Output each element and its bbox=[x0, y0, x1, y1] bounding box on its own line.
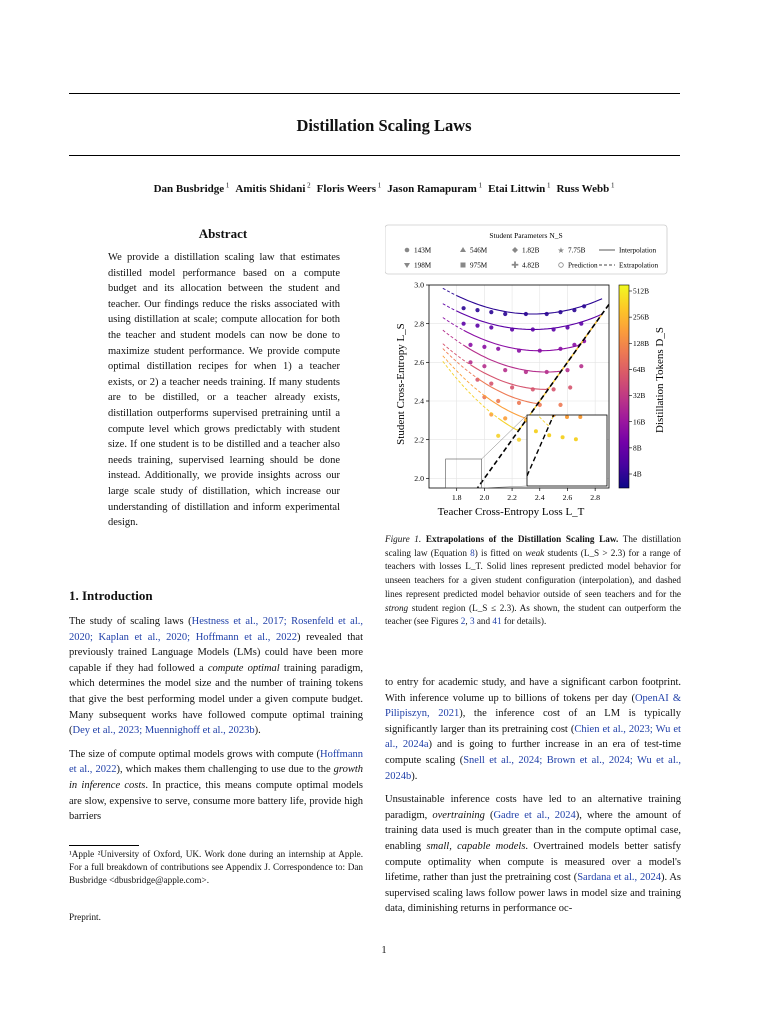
inset-data-point bbox=[525, 389, 529, 393]
data-point bbox=[510, 385, 514, 389]
inset-background bbox=[527, 415, 607, 486]
inset-data-point bbox=[574, 397, 578, 401]
preprint-label: Preprint. bbox=[69, 912, 101, 922]
author-affiliation-mark: 1 bbox=[376, 181, 382, 189]
citation-link[interactable]: 3 bbox=[469, 616, 475, 627]
data-point bbox=[503, 312, 507, 316]
data-point bbox=[524, 370, 528, 374]
data-point bbox=[565, 368, 569, 372]
data-point bbox=[510, 327, 514, 331]
text-run: ) revealed that previously trained Language Models (LMs) could have been more capable if they had followed a bbox=[69, 631, 364, 674]
intro-paragraph-2 bbox=[69, 747, 363, 825]
text-run: ) and is going to further increase in an era of test-time compute scaling ( bbox=[385, 739, 681, 766]
data-point bbox=[468, 360, 472, 364]
affiliation-footnote: ¹Apple ²University of Oxford, UK. Work done during an internship at Apple. For a full breakdown of contributions see Appendix J. Correspondence to: Dan Busbridge <dbusbridge@apple.com>. bbox=[69, 849, 363, 885]
data-point bbox=[538, 349, 542, 353]
data-point bbox=[568, 385, 572, 389]
inset-data-point bbox=[534, 429, 538, 433]
citation-link[interactable]: OpenAI & Pilipiszyn, 2021 bbox=[385, 692, 681, 720]
colorbar-tick-label: 16B bbox=[633, 417, 646, 427]
text-run: for details). bbox=[501, 616, 547, 627]
citation-link[interactable]: 2 bbox=[460, 616, 466, 627]
data-point bbox=[572, 343, 576, 347]
text-run: student region (L_S ≤ 2.3). As shown, the student can outperform the teacher (see Figures bbox=[385, 602, 681, 627]
citation-link[interactable]: Sardana et al., 2024 bbox=[577, 872, 661, 884]
author-name: Jason Ramapuram $^1$ bbox=[387, 181, 483, 195]
citation-link[interactable]: 41 bbox=[492, 616, 502, 627]
data-point bbox=[517, 401, 521, 405]
data-point bbox=[572, 308, 576, 312]
text-run: weak bbox=[525, 547, 545, 558]
text-run: Unsustainable inference costs have led to an alternative training paradigm, bbox=[385, 794, 681, 821]
colorbar-tick-label: 32B bbox=[633, 391, 646, 401]
y-tick-label: 2.4 bbox=[414, 396, 424, 406]
right-paragraph-1 bbox=[385, 675, 681, 784]
x-tick-label: 2.6 bbox=[562, 493, 573, 502]
y-tick-label: 2.6 bbox=[414, 358, 424, 368]
colorbar-tick-label: 4B bbox=[633, 469, 642, 479]
extrapolation-curve bbox=[443, 361, 498, 418]
data-point bbox=[462, 306, 466, 310]
text-run: strong bbox=[385, 602, 409, 613]
citation-link[interactable]: Snell et al., 2024; Brown et al., 2024; Wu et al., 2024b bbox=[385, 754, 681, 782]
title-bottom-rule bbox=[69, 155, 680, 156]
data-point bbox=[582, 304, 586, 308]
author-list bbox=[0, 181, 768, 195]
x-tick-label: 2.4 bbox=[534, 493, 545, 502]
y-tick-label: 2.2 bbox=[414, 435, 424, 445]
page-number: 1 bbox=[381, 945, 387, 956]
x-tick-label: 2.0 bbox=[479, 493, 490, 502]
citation-link[interactable]: Dey et al., 2023; Muennighoff et al., 2023b bbox=[72, 725, 255, 737]
text-run: growth in inference costs bbox=[69, 764, 364, 791]
legend-entry-label: 7.75B bbox=[568, 246, 586, 255]
citation-link[interactable]: Hestness et al., 2017; Rosenfeld et al., 2020; Kaplan et al., 2020; Hoffmann et al., 2022 bbox=[69, 616, 363, 643]
citation-link[interactable]: Gadre et al., 2024 bbox=[493, 809, 576, 821]
data-point bbox=[503, 368, 507, 372]
text-run: , bbox=[465, 616, 470, 627]
text-run: The study of scaling laws ( bbox=[69, 616, 192, 627]
data-point bbox=[545, 370, 549, 374]
data-point bbox=[468, 343, 472, 347]
text-run: ). bbox=[411, 770, 418, 782]
text-run: ), where the amount of training data used is much greater than in the compute optimal case, enabling bbox=[385, 809, 681, 852]
text-run: ) is fitted on bbox=[474, 547, 526, 558]
text-run: ( bbox=[484, 809, 494, 821]
text-run: ), which makes them challenging to use due to the bbox=[116, 764, 334, 776]
plot-content bbox=[429, 288, 609, 527]
text-run: overtraining bbox=[432, 809, 485, 821]
legend-entry-label: 143M bbox=[414, 246, 432, 255]
data-point bbox=[558, 347, 562, 351]
colorbar-tick-label: 256B bbox=[633, 312, 650, 322]
data-point bbox=[545, 312, 549, 316]
colorbar-tick-label: 128B bbox=[633, 338, 650, 348]
data-point bbox=[503, 416, 507, 420]
colorbar-tick-label: 8B bbox=[633, 443, 642, 453]
data-point bbox=[496, 399, 500, 403]
text-run: . In practice, this means compute optimal models are slow, expensive to serve, consume more battery life, provide high barriers bbox=[69, 779, 364, 823]
data-point bbox=[496, 434, 500, 438]
inset-data-point bbox=[547, 433, 551, 437]
citation-link[interactable]: Chien et al., 2023; Wu et al., 2024a bbox=[385, 723, 681, 751]
text-run: and bbox=[474, 616, 493, 627]
y-tick-label: 2.0 bbox=[414, 474, 424, 484]
text-run: to entry for academic study, and have a significant carbon footprint. With inference volume up to billions of tokens per day ( bbox=[385, 677, 681, 704]
author-affiliation-mark: 1 bbox=[476, 181, 483, 189]
zoom-connector bbox=[482, 415, 527, 459]
legend-entry-label: 4.82B bbox=[522, 261, 540, 270]
paper-title: Distillation Scaling Laws bbox=[296, 116, 472, 135]
author-affiliation-mark: 1 bbox=[609, 181, 615, 189]
right-column-intro bbox=[385, 675, 681, 925]
colorbar bbox=[619, 285, 649, 488]
legend-marker-square bbox=[461, 263, 466, 268]
data-point bbox=[565, 325, 569, 329]
text-run: students (L_S > 2.3) for a range of teachers with losses L_T. Solid lines represent predicted model behavior for unseen teachers for a given student configuration (interpolation), and dashed lines represent predicted model behavior outside of seen teachers and for the bbox=[385, 547, 681, 599]
data-point bbox=[579, 364, 583, 368]
author-affiliation-mark: 1 bbox=[224, 181, 230, 189]
legend-entry-label: 198M bbox=[414, 261, 432, 270]
y-tick-label: 3.0 bbox=[414, 280, 424, 290]
text-run: Extrapolations of the Distillation Scaling Law. bbox=[425, 534, 619, 544]
legend-entry-label: 1.82B bbox=[522, 246, 540, 255]
legend-marker-star: ★ bbox=[557, 246, 565, 255]
x-tick-label: 2.2 bbox=[507, 493, 517, 502]
data-point bbox=[475, 308, 479, 312]
data-point bbox=[531, 387, 535, 391]
data-point bbox=[517, 349, 521, 353]
intro-paragraph-1 bbox=[69, 614, 363, 739]
left-column-intro bbox=[69, 614, 363, 833]
data-point bbox=[475, 324, 479, 328]
inset-data-point bbox=[574, 437, 578, 441]
data-point bbox=[579, 322, 583, 326]
zoom-region-box bbox=[446, 459, 482, 488]
data-point bbox=[524, 312, 528, 316]
data-point bbox=[517, 438, 521, 442]
inset-data-point bbox=[547, 395, 551, 399]
x-axis-label: Teacher Cross-Entropy Loss L_T bbox=[437, 506, 585, 518]
author-name: Etai Littwin $^1$ bbox=[488, 181, 551, 195]
author-affiliation-mark: 2 bbox=[305, 181, 311, 189]
text-run: ), the inference cost of an LM is typically significantly larger than its pretraining cost ( bbox=[385, 708, 681, 735]
extrapolation-curve bbox=[443, 288, 457, 295]
legend-entry-label: 975M bbox=[470, 261, 488, 270]
plot-area bbox=[414, 281, 609, 527]
data-point bbox=[531, 327, 535, 331]
right-paragraph-2 bbox=[385, 792, 681, 917]
text-run: compute optimal bbox=[207, 662, 280, 674]
citation-link[interactable]: Hoffmann et al., 2022 bbox=[69, 748, 363, 776]
x-tick-label: 1.8 bbox=[451, 493, 462, 502]
inset-data-point bbox=[578, 415, 582, 419]
text-run: ). bbox=[254, 725, 261, 737]
extrapolation-curve bbox=[443, 356, 485, 396]
figure-1-chart bbox=[385, 222, 683, 527]
y-axis-label: Student Cross-Entropy L_S bbox=[395, 323, 407, 445]
data-point bbox=[489, 325, 493, 329]
inset-data-point bbox=[538, 411, 542, 415]
data-point bbox=[552, 387, 556, 391]
text-run: training paradigm, which determines the model size and the number of training tokens that give the best performing model under a given compute budget. Many subsequent works have followed compute optimal training ( bbox=[69, 662, 364, 737]
author-affiliation-mark: 1 bbox=[545, 181, 551, 189]
legend-entry-label: Extrapolation bbox=[619, 261, 659, 270]
legend-marker-plus: ✚ bbox=[511, 260, 519, 270]
data-point bbox=[482, 364, 486, 368]
footnote-rule bbox=[69, 845, 139, 846]
text-run: The distillation scaling law (Equation bbox=[385, 534, 681, 558]
text-run: . Overtrained models better satisfy compute optimality when compute is measured over a model's lifetime, rather than just the pretraining cost ( bbox=[385, 840, 681, 884]
inset-data-point bbox=[565, 415, 569, 419]
abstract-body: We provide a distillation scaling law that estimates distilled model performance based on a compute budget and its allocation between the student and teacher. Our findings reduce the risks associated with using distillation at scale; compute allocation for both the teacher and student models can now be done to maximize student performance. We provide compute optimal distillation recipes for when 1) a teacher exists, or 2) a teacher needs training. If many students are to be distilled, or a teacher already exists, distillation outperforms supervised pretraining until a compute level which grows predictably with student size. If one student is to be distilled and a teacher also needs training, supervised learning should be done instead. Additionally, we provide insights across our large scale study of distillation, which increase our understanding of distillation and inform experimental design. bbox=[108, 252, 340, 529]
text-run: small, capable models bbox=[426, 840, 526, 852]
legend-entry-label: Interpolation bbox=[619, 246, 657, 255]
text-run: Figure 1. bbox=[385, 534, 426, 544]
abstract-heading: Abstract bbox=[198, 226, 248, 241]
colorbar-label: Distillation Tokens D_S bbox=[654, 327, 666, 433]
colorbar-tick-label: 64B bbox=[633, 365, 646, 375]
data-point bbox=[496, 347, 500, 351]
figure-1-caption bbox=[385, 533, 681, 629]
data-point bbox=[558, 310, 562, 314]
author-name: Russ Webb $^1$ bbox=[556, 181, 615, 195]
y-tick-label: 2.8 bbox=[414, 319, 424, 329]
inset-data-point bbox=[561, 397, 565, 401]
citation-link[interactable]: 8 bbox=[470, 547, 475, 558]
legend-entry-label: 546M bbox=[470, 246, 488, 255]
author-name: Dan Busbridge $^1$ bbox=[153, 181, 230, 195]
colorbar-bar bbox=[619, 285, 629, 488]
top-rule bbox=[69, 93, 680, 94]
data-point bbox=[489, 382, 493, 386]
text-run: The size of compute optimal models grows with compute ( bbox=[69, 748, 321, 760]
data-point bbox=[489, 310, 493, 314]
author-name: Floris Weers $^1$ bbox=[316, 181, 382, 195]
extrapolation-curve bbox=[443, 330, 464, 345]
chart-legend bbox=[385, 225, 667, 274]
legend-title: Student Parameters N_S bbox=[489, 231, 563, 240]
extrapolation-curve bbox=[443, 304, 457, 311]
author-name: Amitis Shidani $^2$ bbox=[235, 181, 311, 195]
data-point bbox=[482, 345, 486, 349]
section-heading-introduction: 1. Introduction bbox=[69, 588, 153, 603]
legend-entry-label: Prediction bbox=[568, 261, 598, 270]
data-point bbox=[462, 322, 466, 326]
x-tick-label: 2.8 bbox=[590, 493, 601, 502]
inset-data-point bbox=[561, 435, 565, 439]
text-run: ). As supervised scaling laws follow power laws in model size and training data, diminishing returns in performance oc- bbox=[385, 872, 682, 915]
data-point bbox=[558, 403, 562, 407]
legend-marker-circle bbox=[405, 248, 410, 253]
inset-data-point bbox=[534, 393, 538, 397]
data-point bbox=[552, 327, 556, 331]
colorbar-tick-label: 512B bbox=[633, 286, 650, 296]
